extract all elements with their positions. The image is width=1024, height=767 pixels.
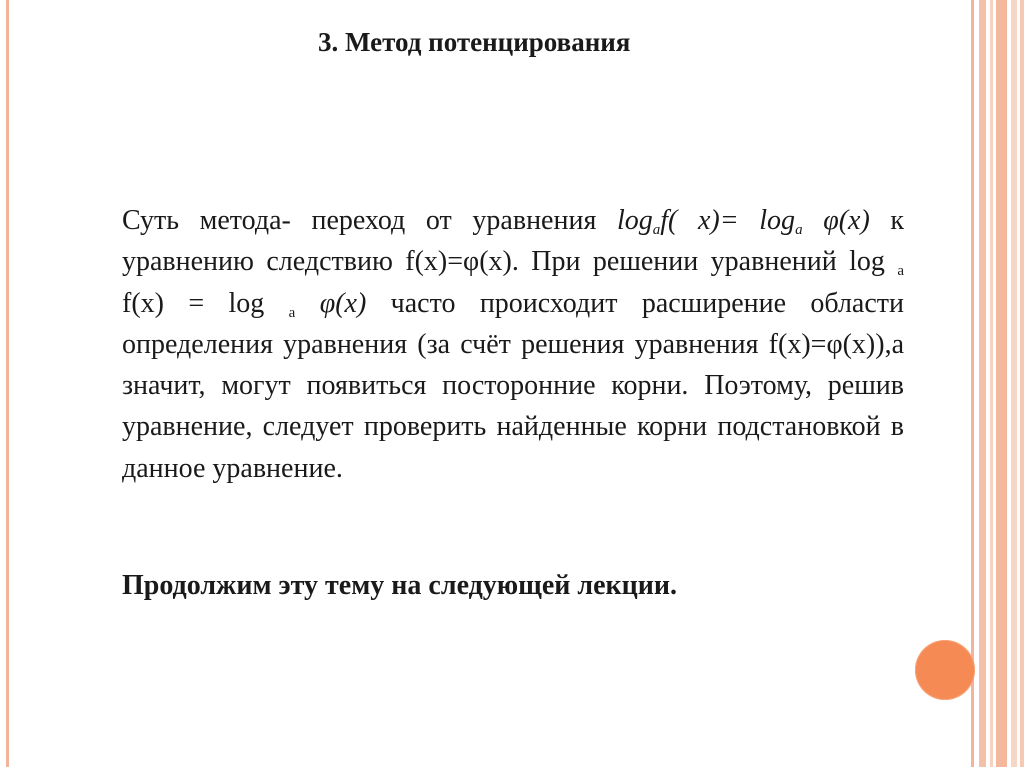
formula-phi: φ(x): [823, 205, 870, 236]
decorative-stripe: [1020, 0, 1024, 767]
decorative-circle: [915, 640, 975, 700]
closing-note: Продолжим эту тему на следующей лекции.: [122, 570, 678, 601]
decorative-stripe: [1011, 0, 1017, 767]
log-base: a: [652, 222, 661, 238]
body-paragraph: [122, 200, 904, 489]
text-segment: часто происходит расширение области определения уравнения (за счёт решения уравнения f(x)=φ(x)),а значит, могут появиться посторонние корни. Поэтому, решив уравнение, следует проверить найденные корни подстановкой в данное уравнение.: [122, 287, 905, 484]
decorative-stripe: [979, 0, 986, 767]
log-base: a: [897, 263, 904, 280]
formula-log: log: [738, 205, 796, 236]
log-base: a: [288, 304, 296, 321]
text-segment: к уравнению следствию f(x)=φ(x). При решении уравнений log: [122, 205, 905, 278]
decorative-stripe: [990, 0, 993, 767]
decorative-stripe: [996, 0, 1007, 767]
formula-phi: φ(x): [319, 287, 367, 319]
slide-title: 3. Метод потенцирования: [318, 27, 631, 57]
log-base: a: [795, 222, 803, 238]
text-segment: Суть метода- переход от уравнения: [122, 205, 617, 236]
formula-f: f( x)=: [660, 205, 739, 236]
formula-log: log: [616, 205, 653, 236]
text-segment: f(x) = log: [122, 287, 289, 319]
